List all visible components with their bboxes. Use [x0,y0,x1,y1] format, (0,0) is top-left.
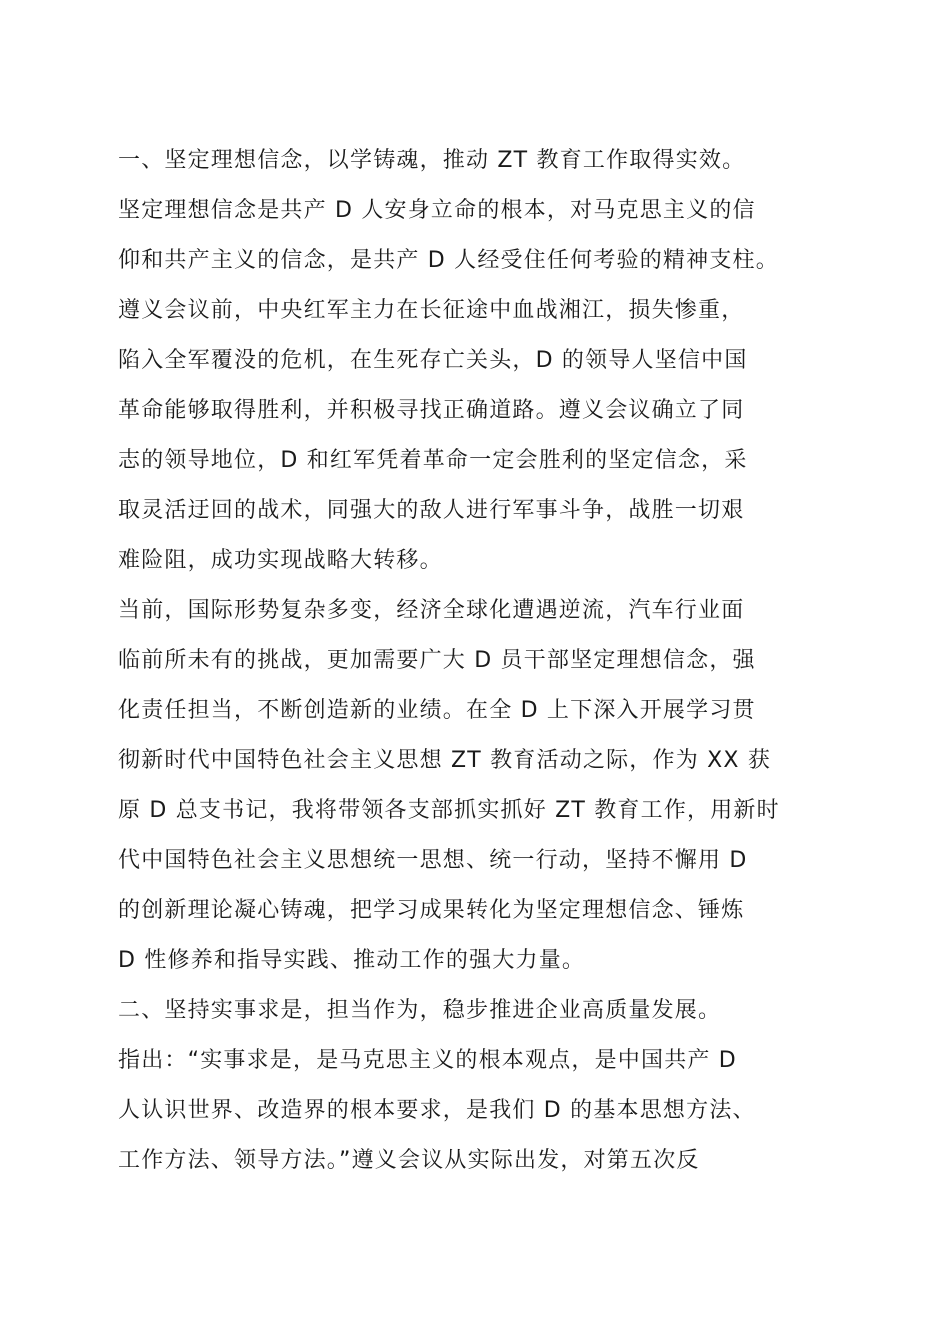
section-heading-2: 二、坚持实事求是，担当作为，稳步推进企业高质量发展。 [118,998,722,1023]
paragraph-line: 彻新时代中国特色社会主义思想 ZT 教育活动之际，作为 XX 获 [118,748,772,773]
paragraph-line: 革命能够取得胜利，并积极寻找正确道路。遵义会议确立了同 [118,398,745,423]
paragraph-line: 仰和共产主义的信念，是共产 D 人经受住任何考验的精神支柱。 [118,248,779,273]
paragraph-line: 原 D 总支书记，我将带领各支部抓实抓好 ZT 教育工作，用新时 [118,798,780,823]
paragraph-line: 取灵活迂回的战术，同强大的敌人进行军事斗争，战胜一切艰 [118,498,745,523]
paragraph-line: 工作方法、领导方法。”遵义会议从实际出发，对第五次反 [118,1148,700,1173]
paragraph-line: 难险阻，成功实现战略大转移。 [118,548,443,573]
paragraph-line: 临前所未有的挑战，更加需要广大 D 员干部坚定理想信念，强 [118,648,756,673]
paragraph-line: 当前，国际形势复杂多变，经济全球化遭遇逆流，汽车行业面 [118,598,745,623]
paragraph-line: 志的领导地位，D 和红军凭着革命一定会胜利的坚定信念，采 [118,448,748,473]
paragraph-line: 遵义会议前，中央红军主力在长征途中血战湘江，损失惨重， [118,298,745,323]
paragraph-line: 指出：“实事求是，是马克思主义的根本观点，是中国共产 D [118,1048,737,1073]
paragraph-line: 的创新理论凝心铸魂，把学习成果转化为坚定理想信念、锤炼 [118,898,745,923]
paragraph-line: D 性修养和指导实践、推动工作的强大力量。 [118,948,586,973]
paragraph-line: 化责任担当，不断创造新的业绩。在全 D 上下深入开展学习贯 [118,698,756,723]
paragraph-line: 人认识世界、改造界的根本要求，是我们 D 的基本思想方法、 [118,1098,756,1123]
section-heading-1: 一、坚定理想信念，以学铸魂，推动 ZT 教育工作取得实效。 [118,148,746,173]
paragraph-line: 代中国特色社会主义思想统一思想、统一行动，坚持不懈用 D [118,848,748,873]
paragraph-line: 陷入全军覆没的危机，在生死存亡关头，D 的领导人坚信中国 [118,348,748,373]
paragraph-line: 坚定理想信念是共产 D 人安身立命的根本，对马克思主义的信 [118,198,756,223]
